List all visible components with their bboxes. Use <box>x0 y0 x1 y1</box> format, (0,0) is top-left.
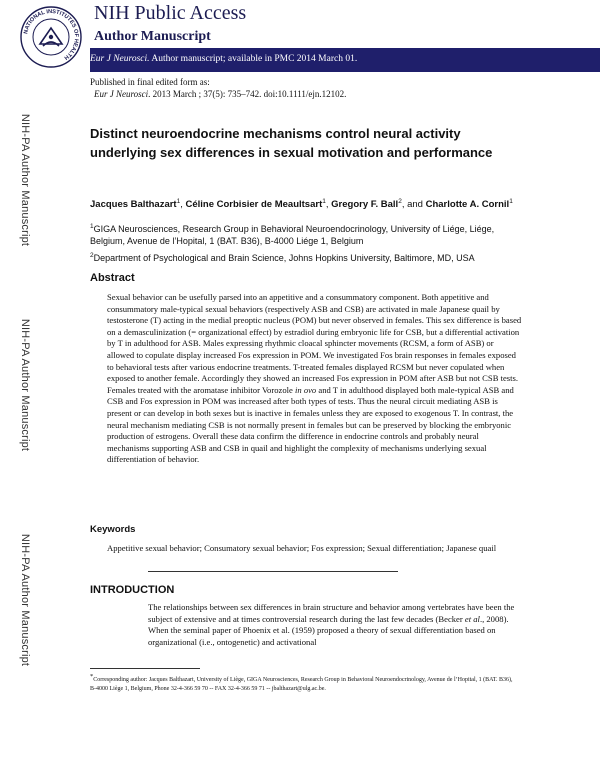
abstract-heading: Abstract <box>90 272 135 284</box>
availability-text: Author manuscript; available in PMC 2014 March 01. <box>149 54 358 64</box>
sidebar-label <box>14 500 36 700</box>
author-separator: , <box>180 199 186 211</box>
affiliation-number: 2 <box>90 252 94 259</box>
abstract-text: and T in adulthood displayed both male-typical ASB and CSB and Fos expression in POM was increased after both types of tests. Thus the neural circuit mediating ASB is present or can develop in both sexes but is inactive in females unless they are exposed to exogenous T. In contrast, the neural mechanism mediating CSB is not normally present in females but can be preserved by blocking the embryonic production of estrogens. Overall these data confirm the difference in endocrine controls and probably neural mechanisms supporting ASB and CSB in quail and highlight the complexity of mechanisms underlying sexual differentiation of behavior. <box>107 384 514 465</box>
footnote <box>90 673 520 693</box>
manuscript-availability <box>90 54 357 64</box>
journal-source: Eur J Neurosci. <box>90 54 150 64</box>
abstract-text: Sexual behavior can be usefully parsed into an appetitive and a consummatory component. Both appetitive and consummatory male-typical sexual behaviors (respectively ASB and CSB) are activated in male Japanese quail by testosterone (T) acting in the medial preoptic nucleus (POM) but never observed in females. This sex difference is based on a demasculinization (= organizational effect) by estradiol during embryonic life for CSB, but a differential activation by T in adulthood for ASB. Males expressing rhythmic cloacal sphincter movements (RCSM, a form of ASB) or allowed to copulate display increased Fos expression in POM. We investigated Fos brain responses in females exposed to behavioral tests after various endocrine treatments. T-treated females displayed RCSM but never copulated when exposed to another female. Accordingly they showed an increased Fos expression in POM after ASB but not CSB tests. Females treated with the aromatase inhibitor Vorozole <box>107 292 522 395</box>
author-name: Charlotte A. Cornil <box>425 199 510 211</box>
introduction-text: The relationships between sex differences in brain structure and behavior among vertebrates have been the subject of extensive and at times controversial research during the last few decades (Becker <box>148 602 515 624</box>
citation-details: . 2013 March ; 37(5): 735–742. doi:10.1111/ejn.12102. <box>148 89 347 99</box>
author-affiliation-marker: 2 <box>398 198 402 205</box>
introduction-text: ., 2008). When the seminal paper of Phoenix et al. (1959) proposed a theory of sexual differentiation based on organizational (i.e., ontogenetic) and activational <box>148 613 509 647</box>
nih-header <box>0 0 600 74</box>
author-separator: , <box>325 199 332 211</box>
published-line: Published in final edited form as: <box>90 77 210 87</box>
sidebar <box>14 80 36 760</box>
author-affiliation-marker: 1 <box>509 198 513 205</box>
introduction-body <box>148 602 528 648</box>
sidebar-label-text: NIH-PA Author Manuscript <box>19 318 31 452</box>
keywords-list: Appetitive sexual behavior; Consumatory sexual behavior; Fos expression; Sexual differentiation; Japanese quail <box>107 543 497 553</box>
author-list <box>90 196 530 211</box>
publication-info <box>90 76 346 100</box>
footnote-divider <box>90 668 200 669</box>
author-affiliation-marker: 1 <box>322 198 326 205</box>
affiliation-2 <box>90 250 520 264</box>
footnote-text: Corresponding author: Jacques Balthazart, University of Liège, GIGA Neurosciences, Research Group in Behavioral Neuroendocrinology, Avenue de l’Hopital, 1 (BAT. B36), B-4000 Liège 1, Belgium, Phone 32-4-366 59 70 -- FAX 32-4-366 59 71 -- jbalthazart@ulg.ac.be. <box>90 677 513 692</box>
author-name: Jacques Balthazart <box>90 199 177 211</box>
header-title: NIH Public Access <box>94 2 247 24</box>
citation <box>90 88 346 100</box>
author-separator: , and <box>401 199 426 211</box>
introduction-italic: et al <box>464 613 480 624</box>
header-subtitle: Author Manuscript <box>94 29 211 44</box>
header-bar <box>90 48 600 72</box>
sidebar-label-text: NIH-PA Author Manuscript <box>19 533 31 667</box>
sidebar-label-text: NIH-PA Author Manuscript <box>19 113 31 247</box>
footnote-marker: * <box>90 673 94 680</box>
introduction-heading: INTRODUCTION <box>90 584 175 596</box>
affiliation-1 <box>90 221 520 247</box>
abstract-italic: in ovo <box>294 384 317 395</box>
journal-name: Eur J Neurosci <box>94 89 149 99</box>
sidebar-label <box>14 285 36 485</box>
abstract-body <box>107 292 522 466</box>
affiliation-number: 1 <box>90 223 94 230</box>
nih-logo-icon <box>20 6 82 68</box>
author-affiliation-marker: 1 <box>176 198 181 205</box>
article-title: Distinct neuroendocrine mechanisms control neural activity underlying sex differences in sexual motivation and performance <box>90 126 493 160</box>
affiliation-text: GIGA Neurosciences, Research Group in Behavioral Neuroendocrinology, University of Liége, Liége, Belgium, Avenue de l’Hopital, 1 (BAT. B36), B-4000 Liége 1, Belgium <box>90 224 495 246</box>
section-divider <box>148 571 398 572</box>
author-name: Céline Corbisier de Meaultsart <box>185 199 323 211</box>
sidebar-label <box>14 80 36 280</box>
affiliation-text: Department of Psychological and Brain Science, Johns Hopkins University, Baltimore, MD, USA <box>93 253 475 263</box>
author-name: Gregory F. Ball <box>331 199 399 211</box>
svg-text:NATIONAL INSTITUTES OF HEALTH: NATIONAL INSTITUTES OF HEALTH <box>23 8 80 61</box>
keywords-heading: Keywords <box>90 524 136 535</box>
